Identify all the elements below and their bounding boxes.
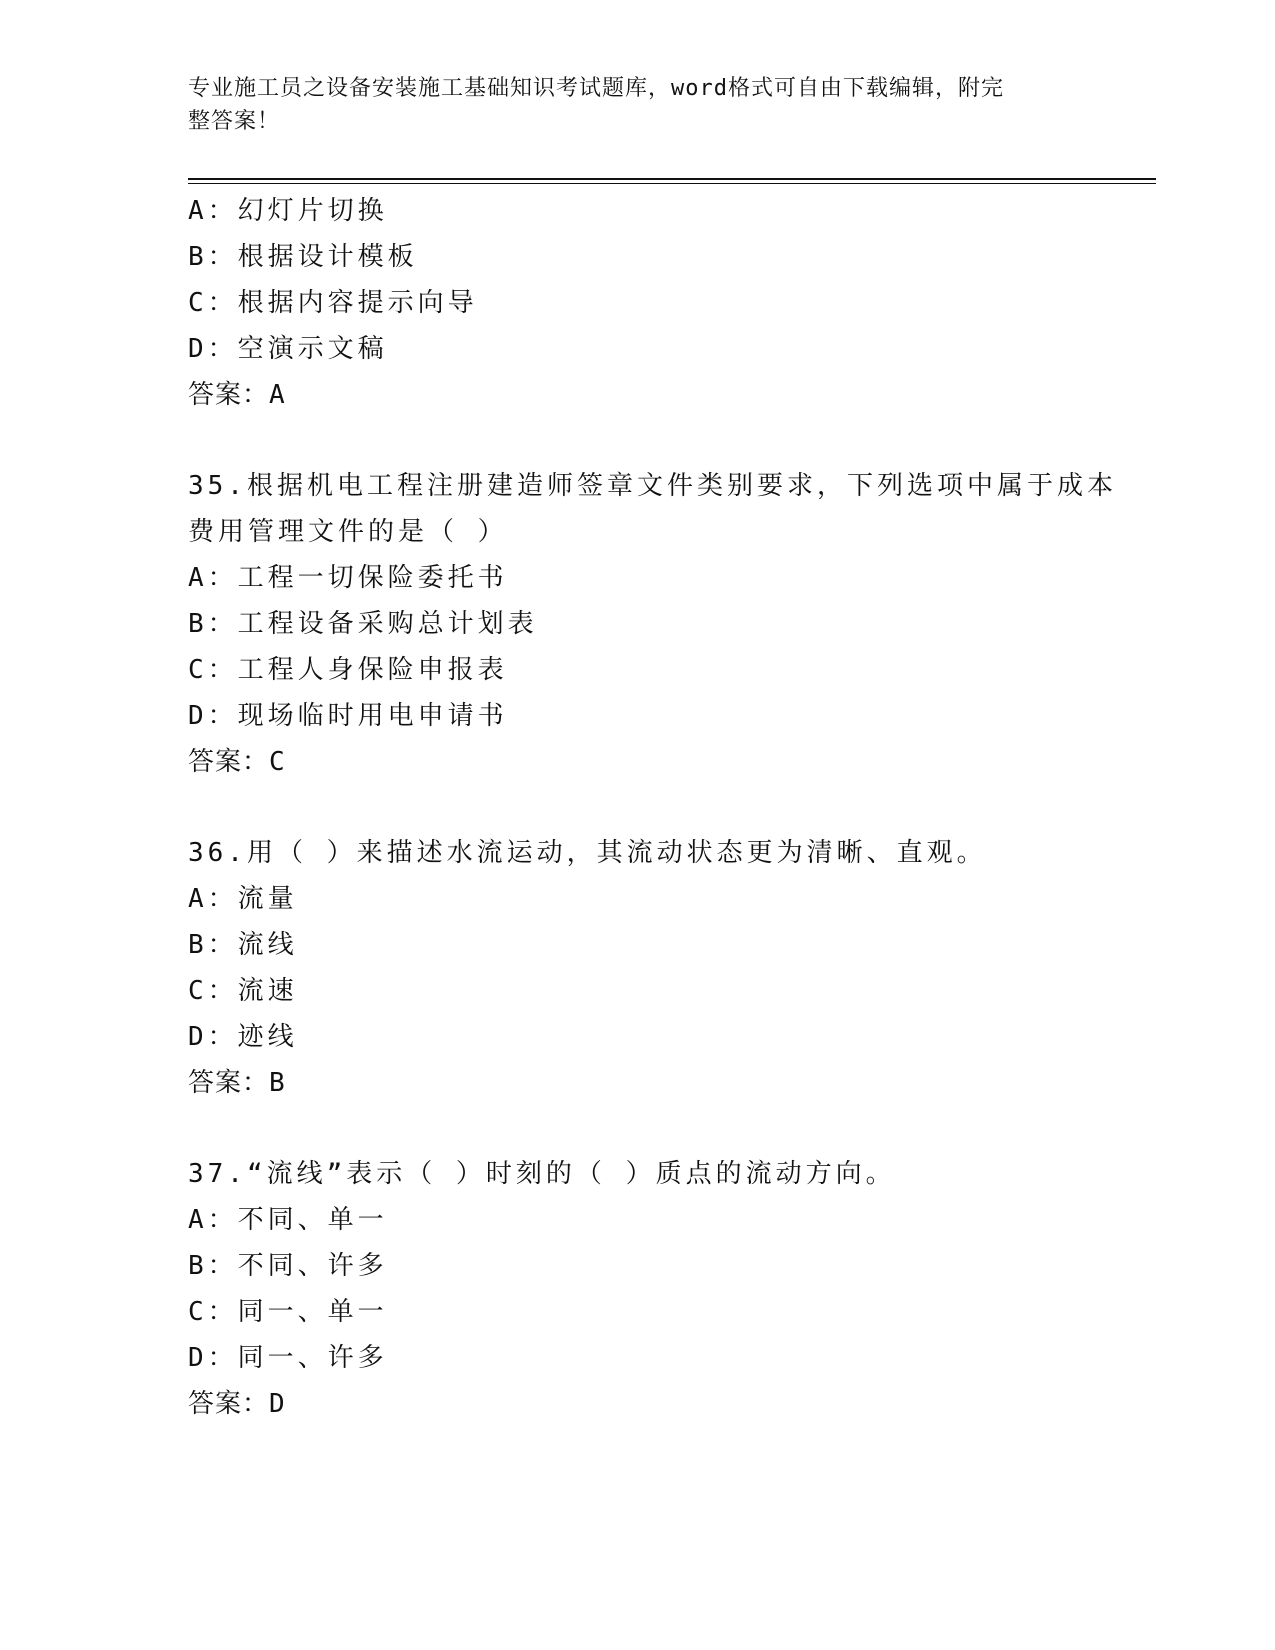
question-stem: 37.“流线”表示（ ）时刻的（ ）质点的流动方向。 bbox=[188, 1159, 896, 1189]
header-rule-thick bbox=[188, 178, 1156, 180]
option-d: D：空演示文稿 bbox=[188, 334, 388, 364]
answer-line: 答案：B bbox=[188, 1068, 286, 1098]
option-b: B：流线 bbox=[188, 930, 298, 960]
answer-line: 答案：A bbox=[188, 380, 286, 410]
document-header bbox=[188, 72, 1088, 138]
question-stem-line-1: 35.根据机电工程注册建造师签章文件类别要求，下列选项中属于成本 bbox=[188, 471, 1117, 501]
answer-line: 答案：C bbox=[188, 747, 286, 777]
option-b: B：不同、许多 bbox=[188, 1251, 388, 1281]
question-stem: 36.用（ ）来描述水流运动，其流动状态更为清晰、直观。 bbox=[188, 838, 987, 868]
option-d: D：迹线 bbox=[188, 1022, 298, 1052]
option-a: A：幻灯片切换 bbox=[188, 196, 388, 226]
option-a: A：流量 bbox=[188, 884, 298, 914]
option-b: B：根据设计模板 bbox=[188, 242, 418, 272]
option-a: A：工程一切保险委托书 bbox=[188, 563, 508, 593]
header-rule-thin bbox=[188, 183, 1156, 184]
question-block-37 bbox=[188, 1151, 1108, 1427]
question-block-previous bbox=[188, 188, 1108, 418]
header-text-line-1: 专业施工员之设备安装施工基础知识考试题库，word格式可自由下载编辑，附完 bbox=[188, 76, 1004, 101]
option-d: D：现场临时用电申请书 bbox=[188, 701, 508, 731]
option-c: C：工程人身保险申报表 bbox=[188, 655, 508, 685]
question-gap bbox=[188, 418, 1108, 463]
question-stem-line-2: 费用管理文件的是（ ） bbox=[188, 517, 508, 547]
option-c: C：根据内容提示向导 bbox=[188, 288, 478, 318]
option-c: C：同一、单一 bbox=[188, 1297, 388, 1327]
question-block-35 bbox=[188, 463, 1117, 785]
question-list bbox=[188, 188, 1117, 1427]
option-d: D：同一、许多 bbox=[188, 1343, 388, 1373]
question-gap bbox=[188, 785, 1108, 830]
option-b: B：工程设备采购总计划表 bbox=[188, 609, 538, 639]
option-c: C：流速 bbox=[188, 976, 298, 1006]
answer-line: 答案：D bbox=[188, 1389, 286, 1419]
question-gap bbox=[188, 1106, 1108, 1151]
option-a: A：不同、单一 bbox=[188, 1205, 388, 1235]
header-text-line-2: 整答案！ bbox=[188, 109, 281, 134]
question-block-36 bbox=[188, 830, 1108, 1106]
